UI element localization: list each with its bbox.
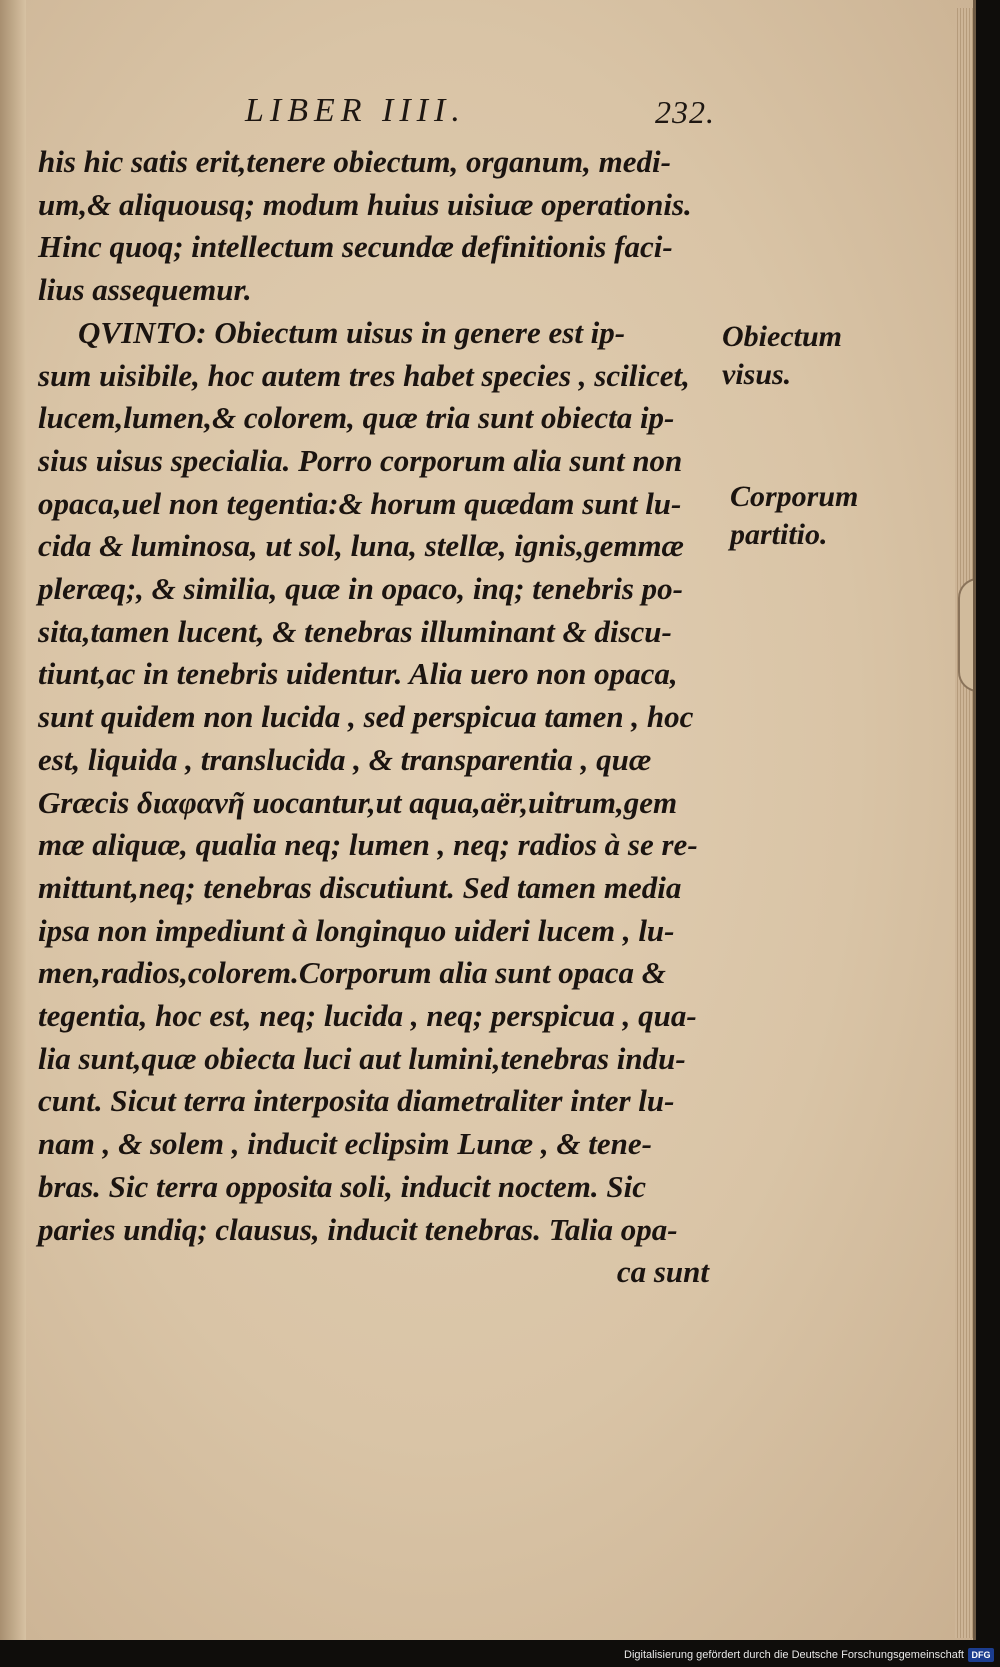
- text-line: sius uisus specialia. Porro corporum alia sunt non: [38, 442, 683, 478]
- text-line: Græcis διαφανῆ uocantur,ut aqua,aër,uitrum,gem: [38, 784, 678, 820]
- text-line: ipsa non impediunt à longinquo uideri lucem , lu-: [38, 912, 675, 948]
- marginal-note-corporum: [730, 478, 858, 554]
- text-line: est, liquida , translucida , & transparentia , quæ: [38, 741, 652, 777]
- running-header: [245, 92, 715, 136]
- marginal-note-obiectum: [722, 318, 842, 394]
- text-line: um,& aliquousq; modum huius uisiuæ operationis.: [38, 186, 692, 222]
- text-line: Hinc quoq; intellectum secundæ definitionis faci-: [38, 229, 673, 265]
- marginal-note-line: partitio.: [730, 518, 828, 551]
- marginal-note-line: visus.: [722, 358, 792, 391]
- text-line: sum uisibile, hoc autem tres habet species , scilicet,: [38, 357, 690, 393]
- text-line: QVINTO: Obiectum uisus in genere est ip-: [78, 314, 626, 350]
- dfg-logo: DFG: [968, 1648, 994, 1662]
- running-title: LIBER IIII.: [245, 92, 466, 129]
- text-line: lia sunt,quæ obiecta luci aut lumini,tenebras indu-: [38, 1040, 686, 1076]
- page-tab-marker: [958, 578, 976, 692]
- text-line: nam , & solem , inducit eclipsim Lunæ , & tene-: [38, 1126, 652, 1162]
- text-line: mittunt,neq; tenebras discutiunt. Sed tamen media: [38, 869, 682, 905]
- text-line: his hic satis erit,tenere obiectum, organum, medi-: [38, 144, 671, 179]
- text-line: lucem,lumen,& colorem, quæ tria sunt obiecta ip-: [38, 400, 675, 436]
- funding-credit: Digitalisierung gefördert durch die Deutsche Forschungsgemeinschaft: [624, 1649, 964, 1661]
- text-line: tiunt,ac in tenebris uidentur. Alia uero non opaca,: [38, 656, 678, 692]
- text-line: paries undiq; clausus, inducit tenebras. Talia opa-: [38, 1211, 678, 1247]
- folio-number: 232.: [655, 94, 715, 130]
- text-line: sita,tamen lucent, & tenebras illuminant & discu-: [38, 613, 672, 649]
- marginal-note-line: Corporum: [730, 480, 859, 513]
- text-line: opaca,uel non tegentia:& horum quædam sunt lu-: [38, 485, 682, 521]
- text-line: bras. Sic terra opposita soli, inducit noctem. Sic: [38, 1168, 646, 1204]
- text-line: mæ aliquæ, qualia neq; lumen , neq; radios à se re-: [38, 827, 698, 863]
- text-line: pleræq;, & similia, quæ in opaco, inq; tenebris po-: [38, 571, 683, 607]
- text-line: tegentia, hoc est, neq; lucida , neq; perspicua , qua-: [38, 998, 697, 1034]
- text-line: cunt. Sicut terra interposita diametraliter inter lu-: [38, 1083, 675, 1119]
- marginal-note-line: Obiectum: [722, 320, 842, 353]
- text-line: sunt quidem non lucida , sed perspicua tamen , hoc: [38, 699, 694, 735]
- text-line: cida & luminosa, ut sol, luna, stellæ, ignis,gemmæ: [38, 528, 684, 564]
- catchword: ca sunt: [616, 1254, 709, 1290]
- text-line: lius assequemur.: [38, 272, 252, 308]
- page-fore-edge: [955, 8, 973, 1638]
- digitization-footer: [0, 1645, 1000, 1667]
- text-line: men,radios,colorem.Corporum alia sunt opaca &: [38, 955, 666, 991]
- body-text: [38, 141, 713, 1294]
